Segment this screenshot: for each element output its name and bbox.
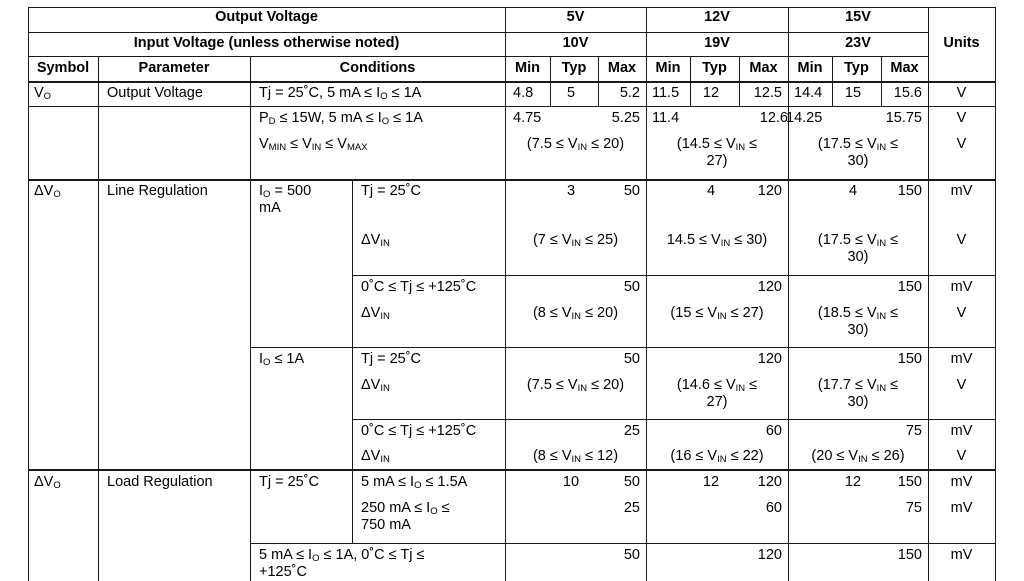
value-max: 50 <box>623 279 640 295</box>
symbol-dvo: $\Delta V_O$ <box>34 183 61 200</box>
grid-line <box>28 32 928 33</box>
value-max: 5.25 <box>611 110 640 126</box>
grid-line <box>28 7 29 581</box>
grid-line <box>352 419 995 420</box>
grid-line <box>352 275 995 276</box>
header-min: Min <box>515 60 540 76</box>
header-15v: 15V <box>845 9 871 25</box>
value-typ: 12 <box>844 474 862 490</box>
value-typ: 4 <box>706 183 716 199</box>
header-input-voltage: Input Voltage (unless otherwise noted) <box>133 35 400 51</box>
header-parameter: Parameter <box>138 60 210 76</box>
value-unit: mV <box>950 547 973 563</box>
value-max: 50 <box>623 547 640 563</box>
value-max: 60 <box>765 423 782 439</box>
value-max: 50 <box>623 474 640 490</box>
value-max: 150 <box>897 279 922 295</box>
grid-line <box>28 179 995 181</box>
value-unit: mV <box>950 279 973 295</box>
header-conditions: Conditions <box>339 60 416 76</box>
value-unit: V <box>956 232 967 248</box>
value-max: 150 <box>897 183 922 199</box>
value-max: 50 <box>623 351 640 367</box>
grid-line <box>28 56 928 57</box>
value-unit: V <box>956 136 967 152</box>
value-max: 120 <box>757 547 782 563</box>
condition-cell: $\Delta V_{IN}$ <box>361 377 390 394</box>
value-min: 4.8 <box>513 85 534 101</box>
param-load-regulation: Load Regulation <box>107 474 213 490</box>
value-max: 150 <box>897 351 922 367</box>
symbol-vo: $V_O$ <box>34 85 52 102</box>
grid-line <box>250 56 251 581</box>
value-max: 120 <box>757 183 782 199</box>
value-max: 75 <box>905 423 922 439</box>
condition-cell: Tj = 25˚C <box>361 183 422 199</box>
value-typ: 5 <box>566 85 576 101</box>
value-max: 50 <box>623 183 640 199</box>
header-typ: Typ <box>702 60 727 76</box>
value-max: 120 <box>757 351 782 367</box>
grid-line <box>352 469 353 543</box>
value-typ: 3 <box>566 183 576 199</box>
value-unit: mV <box>950 474 973 490</box>
header-units: Units <box>943 35 980 51</box>
grid-line <box>28 7 995 8</box>
value-range: $(7.5 \le V_{IN} \le 20)$ <box>526 377 625 394</box>
value-max: 5.2 <box>619 85 640 101</box>
value-range: ($14.5 \le V_{IN}$ ≤ 27) <box>676 136 758 169</box>
value-unit: V <box>956 448 967 464</box>
value-unit: mV <box>950 500 973 516</box>
value-min: 14.4 <box>794 85 823 101</box>
value-unit: V <box>956 305 967 321</box>
header-min: Min <box>797 60 823 76</box>
value-range: $(20 \le V_{IN} \le 26)$ <box>811 448 905 465</box>
value-max: 150 <box>897 547 922 563</box>
value-typ: 12 <box>702 474 720 490</box>
condition-cell: $\Delta V_{IN}$ <box>361 305 390 322</box>
value-unit: mV <box>950 351 973 367</box>
value-range: ($17.5 \le V_{IN}$ ≤ 30) <box>817 232 899 265</box>
grid-line <box>28 469 995 471</box>
condition-cell: $\Delta V_{IN}$ <box>361 448 390 465</box>
value-max: 25 <box>623 500 640 516</box>
condition-cell: $P_D \le 15W$, 5 mA ≤ $I_O \le 1A$ <box>259 110 423 127</box>
header-typ: Typ <box>844 60 869 76</box>
symbol-dvo: $\Delta V_O$ <box>34 474 61 491</box>
value-range: ($18.5 \le V_{IN}$ ≤ 30) <box>817 305 899 338</box>
condition-cell: $V_{MIN} \le V_{IN} \le V_{MAX}$ <box>259 136 368 153</box>
grid-line <box>250 543 995 544</box>
grid-line <box>98 56 99 581</box>
condition-cell: Tj = 25˚C <box>259 474 320 490</box>
value-min: 4.75 <box>513 110 542 126</box>
value-max: 120 <box>757 474 782 490</box>
value-range: $(7.5 \le V_{IN} \le 20)$ <box>526 136 625 153</box>
condition-cell: 0˚C ≤ Tj ≤ +125˚C <box>361 279 477 295</box>
header-19v: 19V <box>704 35 730 51</box>
value-range: $(8 \le V_{IN} \le 12)$ <box>532 448 619 465</box>
header-output-voltage: Output Voltage <box>215 9 318 25</box>
value-unit: V <box>956 110 967 126</box>
value-max: 15.75 <box>885 110 922 126</box>
condition-cell: Tj = 25˚C <box>361 351 422 367</box>
grid-line <box>788 7 789 581</box>
value-range: ($17.5 \le V_{IN}$ ≤ 30) <box>817 136 899 169</box>
value-unit: V <box>956 377 967 393</box>
grid-line <box>646 7 647 581</box>
condition-cell: 250 mA ≤ $I_O$ ≤ 750 mA <box>361 500 450 533</box>
header-max: Max <box>607 60 637 76</box>
grid-line <box>28 81 995 83</box>
header-symbol: Symbol <box>36 60 90 76</box>
value-typ: 12 <box>702 85 720 101</box>
grid-line <box>995 7 996 581</box>
value-min: 11.5 <box>652 85 680 101</box>
condition-cell: $I_O = 500$ mA <box>259 183 312 216</box>
value-max: 12.6 <box>759 110 788 126</box>
value-range: $(16 \le V_{IN} \le 22)$ <box>670 448 764 465</box>
header-10v: 10V <box>562 35 589 51</box>
value-max: 75 <box>905 500 922 516</box>
value-max: 60 <box>765 500 782 516</box>
value-max: 15.6 <box>893 85 922 101</box>
value-typ: 15 <box>844 85 862 101</box>
param-line-regulation: Line Regulation <box>107 183 208 199</box>
condition-cell: Tj = 25˚C, 5 mA ≤ $I_O \le 1A$ <box>259 85 422 102</box>
condition-cell: 5 mA ≤ $I_O \le 1.5A$ <box>361 474 468 491</box>
value-range: ($14.6 \le V_{IN}$ ≤ 27) <box>676 377 758 410</box>
value-range: $(7 \le V_{IN} \le 25)$ <box>532 232 619 249</box>
header-5v: 5V <box>566 9 585 25</box>
value-range: $(15 \le V_{IN} \le 27)$ <box>670 305 764 322</box>
header-23v: 23V <box>845 35 871 51</box>
condition-cell: $\Delta V_{IN}$ <box>361 232 390 249</box>
value-typ: 10 <box>562 474 580 490</box>
condition-cell: 0˚C ≤ Tj ≤ +125˚C <box>361 423 477 439</box>
value-unit: V <box>956 85 967 101</box>
value-max: 12.5 <box>753 85 782 101</box>
value-range: ($17.7 \le V_{IN}$ ≤ 30) <box>817 377 899 410</box>
value-min: 11.4 <box>652 110 680 126</box>
grid-line <box>250 347 995 348</box>
grid-line <box>28 106 995 107</box>
header-typ: Typ <box>561 60 587 76</box>
condition-cell: $I_O \le 1A$ <box>259 351 305 368</box>
value-range: $14.5 \le V_{IN} \le 30$) <box>666 232 768 249</box>
value-unit: mV <box>950 423 973 439</box>
header-max: Max <box>749 60 778 76</box>
value-range: $(8 \le V_{IN} \le 20)$ <box>532 305 619 322</box>
header-min: Min <box>655 60 681 76</box>
value-max: 120 <box>757 279 782 295</box>
condition-cell: 5 mA ≤ $I_O \le 1A$, 0˚C ≤ Tj ≤ +125˚C <box>259 547 425 580</box>
value-max: 25 <box>623 423 640 439</box>
value-unit: mV <box>950 183 973 199</box>
header-12v: 12V <box>704 9 730 25</box>
value-min: 14.25 <box>786 110 823 126</box>
header-max: Max <box>890 60 919 76</box>
value-typ: 4 <box>848 183 858 199</box>
value-max: 150 <box>897 474 922 490</box>
param-output-voltage: Output Voltage <box>107 85 203 101</box>
